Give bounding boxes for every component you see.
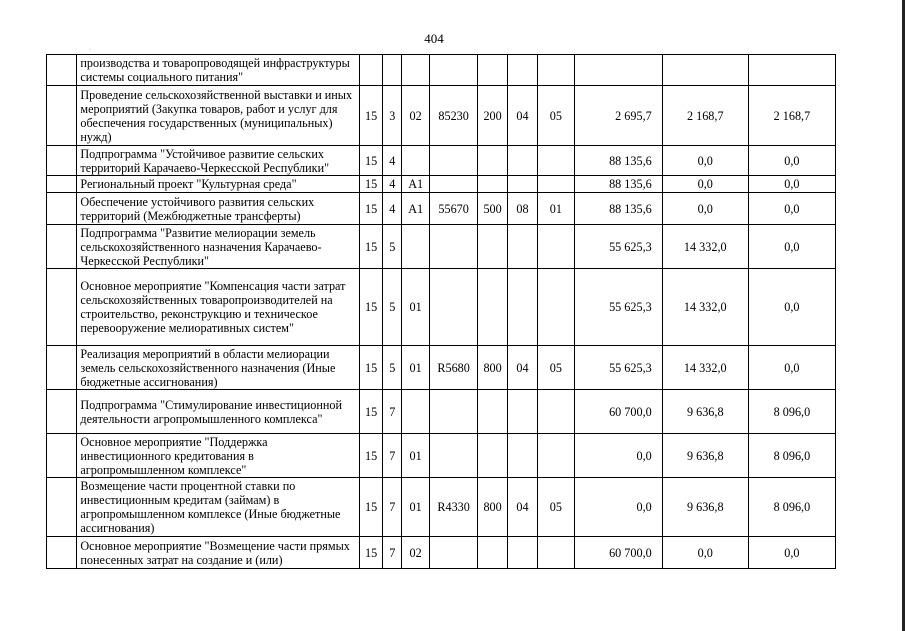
code-direction-cell <box>429 225 478 269</box>
code-subsection-cell: 05 <box>538 346 574 390</box>
amount-year-3-cell: 2 168,7 <box>748 86 835 146</box>
code-main-cell: 15 <box>359 434 382 478</box>
code-main-cell: 15 <box>359 86 382 146</box>
code-section-cell <box>507 390 537 434</box>
row-name-cell: Подпрограмма "Стимулирование инвестиционной деятельности агропромышленного комплекса" <box>77 390 360 434</box>
amount-year-2-cell: 14 332,0 <box>662 346 748 390</box>
amount-year-2-cell: 14 332,0 <box>662 225 748 269</box>
code-sub-cell: 7 <box>383 390 402 434</box>
amount-year-3-cell: 0,0 <box>748 537 835 569</box>
amount-year-3-cell: 0,0 <box>748 225 835 269</box>
code-expense-type-cell: 800 <box>478 478 507 537</box>
code-direction-cell <box>429 146 478 176</box>
table-row <box>47 225 836 269</box>
amount-year-1-cell: 55 625,3 <box>574 269 662 346</box>
table-row <box>47 537 836 569</box>
code-subsection-cell <box>538 390 574 434</box>
code-sub-cell: 5 <box>383 225 402 269</box>
code-section-cell <box>507 146 537 176</box>
amount-year-2-cell: 14 332,0 <box>662 269 748 346</box>
row-name-cell: Проведение сельскохозяйственной выставки и иных мероприятий (Закупка товаров, работ и услуг для обеспечения государственных (муниципальных) нужд) <box>77 86 360 146</box>
code-expense-type-cell <box>478 146 507 176</box>
code-main-cell: 15 <box>359 390 382 434</box>
amount-year-3-cell: 0,0 <box>748 193 835 225</box>
table-row <box>47 55 836 86</box>
code-event-cell: 01 <box>402 434 429 478</box>
table-row <box>47 346 836 390</box>
amount-year-2-cell: 0,0 <box>662 146 748 176</box>
code-event-cell: 01 <box>402 478 429 537</box>
code-expense-type-cell <box>478 537 507 569</box>
code-subsection-cell <box>538 55 574 86</box>
code-direction-cell: R4330 <box>429 478 478 537</box>
row-name-cell: производства и товаропроводящей инфраструктуры системы социального питания" <box>77 55 360 86</box>
code-sub-cell: 7 <box>383 434 402 478</box>
row-margin-cell <box>47 86 77 146</box>
code-section-cell <box>507 225 537 269</box>
code-direction-cell <box>429 55 478 86</box>
amount-year-3-cell: 8 096,0 <box>748 478 835 537</box>
code-subsection-cell <box>538 537 574 569</box>
code-expense-type-cell <box>478 434 507 478</box>
row-margin-cell <box>47 478 77 537</box>
code-expense-type-cell: 800 <box>478 346 507 390</box>
code-section-cell <box>507 269 537 346</box>
code-section-cell <box>507 55 537 86</box>
amount-year-3-cell: 0,0 <box>748 176 835 193</box>
code-expense-type-cell <box>478 390 507 434</box>
table-row <box>47 390 836 434</box>
amount-year-2-cell: 0,0 <box>662 176 748 193</box>
code-expense-type-cell: 200 <box>478 86 507 146</box>
code-event-cell: 01 <box>402 346 429 390</box>
code-sub-cell: 3 <box>383 86 402 146</box>
code-subsection-cell <box>538 146 574 176</box>
code-subsection-cell <box>538 176 574 193</box>
row-margin-cell <box>47 269 77 346</box>
code-event-cell: 01 <box>402 269 429 346</box>
table-row <box>47 146 836 176</box>
code-event-cell: 02 <box>402 537 429 569</box>
code-event-cell <box>402 225 429 269</box>
amount-year-2-cell: 9 636,8 <box>662 478 748 537</box>
code-subsection-cell <box>538 434 574 478</box>
amount-year-2-cell: 2 168,7 <box>662 86 748 146</box>
code-sub-cell: 5 <box>383 346 402 390</box>
table-body <box>47 55 836 569</box>
amount-year-3-cell: 0,0 <box>748 146 835 176</box>
code-sub-cell: 4 <box>383 193 402 225</box>
code-sub-cell: 4 <box>383 146 402 176</box>
row-name-cell: Основное мероприятие "Компенсация части затрат сельскохозяйственных товаропроизводителей на строительство, реконструкцию и техническое перевооружение мелиоративных систем" <box>77 269 360 346</box>
code-expense-type-cell <box>478 176 507 193</box>
code-expense-type-cell <box>478 269 507 346</box>
row-name-cell: Основное мероприятие "Возмещение части прямых понесенных затрат на создание и (или) <box>77 537 360 569</box>
row-name-cell: Подпрограмма "Развитие мелиорации земель сельскохозяйственного назначения Карачаево-Черкесской Республики" <box>77 225 360 269</box>
row-margin-cell <box>47 176 77 193</box>
row-margin-cell <box>47 146 77 176</box>
code-sub-cell: 7 <box>383 478 402 537</box>
code-event-cell <box>402 390 429 434</box>
budget-table <box>46 54 836 569</box>
row-name-cell: Возмещение части процентной ставки по инвестиционным кредитам (займам) в агропромышленном комплексе (Иные бюджетные ассигнования) <box>77 478 360 537</box>
row-margin-cell <box>47 346 77 390</box>
code-sub-cell: 4 <box>383 176 402 193</box>
code-section-cell: 04 <box>507 478 537 537</box>
amount-year-3-cell: 0,0 <box>748 269 835 346</box>
code-direction-cell: 85230 <box>429 86 478 146</box>
row-margin-cell <box>47 434 77 478</box>
amount-year-1-cell: 60 700,0 <box>574 537 662 569</box>
amount-year-1-cell: 55 625,3 <box>574 346 662 390</box>
code-subsection-cell: 05 <box>538 478 574 537</box>
code-main-cell: 15 <box>359 478 382 537</box>
amount-year-1-cell: 0,0 <box>574 434 662 478</box>
code-expense-type-cell: 500 <box>478 193 507 225</box>
amount-year-3-cell <box>748 55 835 86</box>
code-direction-cell: R5680 <box>429 346 478 390</box>
code-direction-cell <box>429 176 478 193</box>
row-margin-cell <box>47 537 77 569</box>
code-section-cell: 04 <box>507 86 537 146</box>
amount-year-2-cell: 0,0 <box>662 537 748 569</box>
code-direction-cell: 55670 <box>429 193 478 225</box>
code-section-cell <box>507 537 537 569</box>
code-direction-cell <box>429 434 478 478</box>
amount-year-2-cell <box>662 55 748 86</box>
code-subsection-cell <box>538 269 574 346</box>
amount-year-3-cell: 8 096,0 <box>748 390 835 434</box>
code-subsection-cell <box>538 225 574 269</box>
code-expense-type-cell <box>478 55 507 86</box>
table-row <box>47 193 836 225</box>
code-sub-cell <box>383 55 402 86</box>
code-event-cell <box>402 146 429 176</box>
code-section-cell <box>507 176 537 193</box>
code-subsection-cell: 01 <box>538 193 574 225</box>
row-margin-cell <box>47 55 77 86</box>
row-name-cell: Обеспечение устойчивого развития сельских территорий (Межбюджетные трансферты) <box>77 193 360 225</box>
amount-year-1-cell: 88 135,6 <box>574 193 662 225</box>
row-name-cell: Подпрограмма "Устойчивое развитие сельских территорий Карачаево-Черкесской Республики" <box>77 146 360 176</box>
code-event-cell: 02 <box>402 86 429 146</box>
amount-year-1-cell: 60 700,0 <box>574 390 662 434</box>
code-main-cell: 15 <box>359 176 382 193</box>
amount-year-1-cell: 2 695,7 <box>574 86 662 146</box>
amount-year-2-cell: 9 636,8 <box>662 390 748 434</box>
amount-year-3-cell: 0,0 <box>748 346 835 390</box>
code-direction-cell <box>429 537 478 569</box>
scan-speck: · <box>89 47 91 53</box>
page-number: 404 <box>424 31 444 46</box>
code-direction-cell <box>429 269 478 346</box>
amount-year-1-cell: 88 135,6 <box>574 176 662 193</box>
code-event-cell: A1 <box>402 176 429 193</box>
code-main-cell: 15 <box>359 146 382 176</box>
row-name-cell: Региональный проект "Культурная среда" <box>77 176 360 193</box>
code-section-cell: 04 <box>507 346 537 390</box>
table-row <box>47 86 836 146</box>
code-main-cell: 15 <box>359 269 382 346</box>
code-sub-cell: 5 <box>383 269 402 346</box>
code-main-cell: 15 <box>359 193 382 225</box>
amount-year-2-cell: 0,0 <box>662 193 748 225</box>
code-main-cell: 15 <box>359 225 382 269</box>
row-name-cell: Основное мероприятие "Поддержка инвестиционного кредитования в агропромышленном комплексе" <box>77 434 360 478</box>
code-main-cell <box>359 55 382 86</box>
table-row <box>47 434 836 478</box>
code-section-cell: 08 <box>507 193 537 225</box>
code-expense-type-cell <box>478 225 507 269</box>
code-subsection-cell: 05 <box>538 86 574 146</box>
table-row <box>47 478 836 537</box>
amount-year-1-cell: 55 625,3 <box>574 225 662 269</box>
code-main-cell: 15 <box>359 537 382 569</box>
code-main-cell: 15 <box>359 346 382 390</box>
code-section-cell <box>507 434 537 478</box>
row-margin-cell <box>47 390 77 434</box>
table-row <box>47 176 836 193</box>
amount-year-1-cell <box>574 55 662 86</box>
row-margin-cell <box>47 193 77 225</box>
amount-year-1-cell: 88 135,6 <box>574 146 662 176</box>
code-sub-cell: 7 <box>383 537 402 569</box>
row-name-cell: Реализация мероприятий в области мелиорации земель сельскохозяйственного назначения (Иные бюджетные ассигнования) <box>77 346 360 390</box>
code-event-cell: A1 <box>402 193 429 225</box>
amount-year-3-cell: 8 096,0 <box>748 434 835 478</box>
code-direction-cell <box>429 390 478 434</box>
code-event-cell <box>402 55 429 86</box>
amount-year-2-cell: 9 636,8 <box>662 434 748 478</box>
row-margin-cell <box>47 225 77 269</box>
amount-year-1-cell: 0,0 <box>574 478 662 537</box>
table-row <box>47 269 836 346</box>
